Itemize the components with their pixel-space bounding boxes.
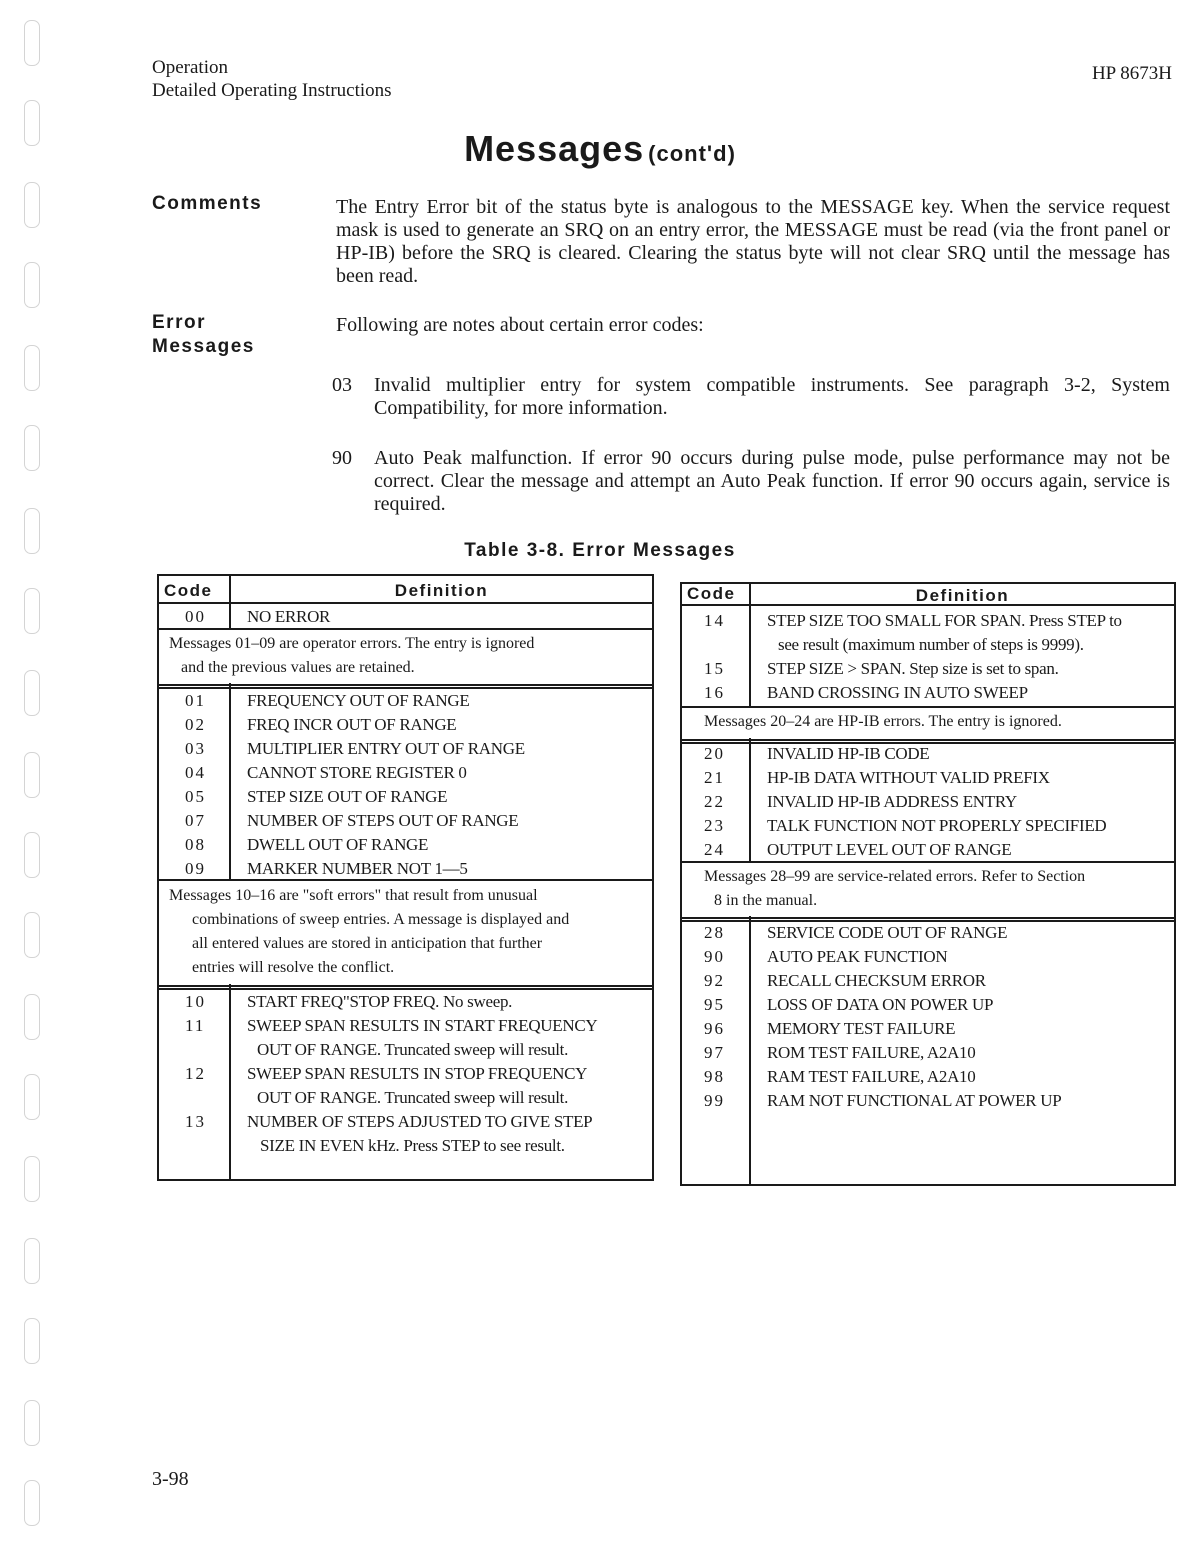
error-definition: SWEEP SPAN RESULTS IN START FREQUENCY — [247, 1016, 598, 1035]
binding-hole — [24, 1156, 40, 1202]
binding-hole — [24, 1318, 40, 1364]
error-note-code: 90 — [332, 447, 352, 469]
error-definition: BAND CROSSING IN AUTO SWEEP — [767, 683, 1028, 702]
row-divider — [682, 739, 1174, 741]
row-divider — [682, 861, 1174, 863]
binding-hole — [24, 994, 40, 1040]
error-code: 05 — [185, 787, 206, 806]
table-message-line: Messages 28–99 are service-related errors. Refer to Section — [704, 868, 1086, 885]
error-messages-label — [152, 311, 255, 359]
binding-hole — [24, 1238, 40, 1284]
binding-hole — [24, 182, 40, 228]
error-definition: STEP SIZE OUT OF RANGE — [247, 787, 448, 806]
error-messages-label-line2: Messages — [152, 336, 255, 357]
binding-hole — [24, 670, 40, 716]
error-definition: AUTO PEAK FUNCTION — [767, 947, 948, 966]
binding-hole — [24, 1400, 40, 1446]
error-note-code: 03 — [332, 374, 352, 396]
binding-hole — [24, 20, 40, 66]
error-code: 09 — [185, 859, 206, 878]
row-divider — [682, 917, 1174, 919]
table-message-line: Messages 20–24 are HP-IB errors. The entry is ignored. — [704, 713, 1062, 730]
table-message-line: 8 in the manual. — [714, 892, 818, 909]
error-definition: STEP SIZE TOO SMALL FOR SPAN. Press STEP to — [767, 611, 1122, 630]
error-definition: NUMBER OF STEPS OUT OF RANGE — [247, 811, 519, 830]
error-definition: STEP SIZE > SPAN. Step size is set to span. — [767, 659, 1059, 678]
error-code: 22 — [704, 792, 725, 811]
row-divider — [159, 879, 652, 881]
error-definition: MEMORY TEST FAILURE — [767, 1019, 956, 1038]
error-code: 95 — [704, 995, 725, 1014]
binding-hole — [24, 345, 40, 391]
error-definition: CANNOT STORE REGISTER 0 — [247, 763, 467, 782]
row-divider — [159, 985, 652, 987]
error-definition: DWELL OUT OF RANGE — [247, 835, 429, 854]
row-divider — [159, 628, 652, 630]
error-definition: RAM TEST FAILURE, A2A10 — [767, 1067, 976, 1086]
error-definition: MULTIPLIER ENTRY OUT OF RANGE — [247, 739, 525, 758]
page-title — [0, 128, 1200, 170]
row-divider — [159, 684, 652, 686]
binding-hole — [24, 588, 40, 634]
error-table-left — [157, 574, 654, 1181]
error-code: 23 — [704, 816, 725, 835]
table-caption: Table 3-8. Error Messages — [464, 540, 736, 561]
error-code: 92 — [704, 971, 725, 990]
error-definition: INVALID HP-IB ADDRESS ENTRY — [767, 792, 1017, 811]
error-definition: TALK FUNCTION NOT PROPERLY SPECIFIED — [767, 816, 1107, 835]
error-definition: NUMBER OF STEPS ADJUSTED TO GIVE STEP — [247, 1112, 593, 1131]
error-code: 08 — [185, 835, 206, 854]
error-code: 99 — [704, 1091, 725, 1110]
binding-hole — [24, 752, 40, 798]
row-divider — [682, 920, 1174, 922]
row-divider — [682, 706, 1174, 708]
error-code: 04 — [185, 763, 206, 782]
binding-hole — [24, 912, 40, 958]
header-subsection: Detailed Operating Instructions — [152, 80, 392, 101]
error-note — [332, 447, 1170, 517]
error-code: 98 — [704, 1067, 725, 1086]
row-divider — [159, 602, 652, 604]
error-code: 10 — [185, 992, 206, 1011]
error-definition: ROM TEST FAILURE, A2A10 — [767, 1043, 976, 1062]
table-message-row — [704, 710, 1062, 734]
table-message-line: all entered values are stored in anticipation that further — [192, 935, 543, 952]
error-definition-continued: SIZE IN EVEN kHz. Press STEP to see result. — [260, 1136, 565, 1155]
error-code: 21 — [704, 768, 725, 787]
error-definition-continued: see result (maximum number of steps is 9999). — [778, 635, 1084, 654]
error-code: 00 — [185, 607, 206, 626]
error-note-text: Auto Peak malfunction. If error 90 occurs during pulse mode, pulse performance may not be correct. Clear the message and attempt an Auto Peak function. If error 90 occurs again, service is required. — [374, 447, 1170, 515]
error-note — [332, 374, 1170, 420]
table-message-row — [169, 884, 569, 980]
binding-hole — [24, 262, 40, 308]
error-definition: HP-IB DATA WITHOUT VALID PREFIX — [767, 768, 1050, 787]
column-header-definition: Definition — [915, 586, 1010, 605]
error-code: 01 — [185, 691, 206, 710]
table-message-line: Messages 10–16 are "soft errors" that result from unusual — [169, 887, 538, 904]
binding-hole — [24, 832, 40, 878]
error-definition: OUTPUT LEVEL OUT OF RANGE — [767, 840, 1012, 859]
error-definition: MARKER NUMBER NOT 1—5 — [247, 859, 468, 878]
comments-text: The Entry Error bit of the status byte is analogous to the MESSAGE key. When the service request mask is used to generate an SRQ on an entry error, the MESSAGE must be read (via the front panel or HP-IB) before the SRQ is cleared. Clearing the status byte will not clear SRQ until the message has been read. — [336, 196, 1170, 287]
error-definition: NO ERROR — [247, 607, 331, 626]
error-definition-continued: OUT OF RANGE. Truncated sweep will result. — [257, 1088, 569, 1107]
error-code: 16 — [704, 683, 725, 702]
header-section: Operation — [152, 57, 228, 78]
table-message-line: and the previous values are retained. — [181, 659, 415, 676]
column-header-code: Code — [164, 581, 213, 600]
column-header-code: Code — [687, 584, 736, 603]
running-header — [152, 56, 392, 102]
header-model: HP 8673H — [1091, 63, 1172, 84]
error-code: 90 — [704, 947, 725, 966]
error-code: 28 — [704, 923, 725, 942]
error-note-text: Invalid multiplier entry for system compatible instruments. See paragraph 3-2, System Compatibility, for more information. — [374, 374, 1170, 419]
table-message-row — [169, 632, 534, 680]
error-code: 20 — [704, 744, 725, 763]
column-header-definition: Definition — [394, 581, 489, 600]
table-message-line: combinations of sweep entries. A message is displayed and — [192, 911, 570, 928]
error-code: 24 — [704, 840, 725, 859]
row-divider — [159, 687, 652, 689]
error-code: 13 — [185, 1112, 206, 1131]
binding-hole — [24, 425, 40, 471]
error-definition: SERVICE CODE OUT OF RANGE — [767, 923, 1008, 942]
error-code: 96 — [704, 1019, 725, 1038]
error-code: 97 — [704, 1043, 725, 1062]
binding-hole — [24, 1074, 40, 1120]
table-message-line: entries will resolve the conflict. — [192, 959, 395, 976]
error-code: 11 — [185, 1016, 206, 1035]
binding-holes — [18, 0, 48, 1568]
error-code: 14 — [704, 611, 725, 630]
comments-label: Comments — [152, 193, 263, 214]
page-number: 3-98 — [152, 1468, 189, 1490]
error-code: 15 — [704, 659, 725, 678]
error-code: 03 — [185, 739, 206, 758]
binding-hole — [24, 1480, 40, 1526]
error-code: 02 — [185, 715, 206, 734]
error-messages-intro: Following are notes about certain error codes: — [336, 314, 704, 336]
table-message-line: Messages 01–09 are operator errors. The entry is ignored — [169, 635, 535, 652]
error-definition: INVALID HP-IB CODE — [767, 744, 930, 763]
error-definition: START FREQ"STOP FREQ. No sweep. — [247, 992, 513, 1011]
error-definition: LOSS OF DATA ON POWER UP — [767, 995, 994, 1014]
error-definition: RECALL CHECKSUM ERROR — [767, 971, 986, 990]
error-table-right — [680, 582, 1176, 1186]
page-title-main: Messages — [464, 128, 645, 169]
error-definition: FREQ INCR OUT OF RANGE — [247, 715, 457, 734]
error-definition: RAM NOT FUNCTIONAL AT POWER UP — [767, 1091, 1062, 1110]
error-code: 12 — [185, 1064, 206, 1083]
page-title-suffix: (cont'd) — [648, 141, 736, 166]
row-divider — [159, 988, 652, 990]
error-messages-label-line1: Error — [152, 312, 206, 333]
table-message-row — [704, 865, 1085, 913]
error-definition: SWEEP SPAN RESULTS IN STOP FREQUENCY — [247, 1064, 588, 1083]
error-code: 07 — [185, 811, 206, 830]
error-definition: FREQUENCY OUT OF RANGE — [247, 691, 470, 710]
error-definition-continued: OUT OF RANGE. Truncated sweep will result. — [257, 1040, 569, 1059]
